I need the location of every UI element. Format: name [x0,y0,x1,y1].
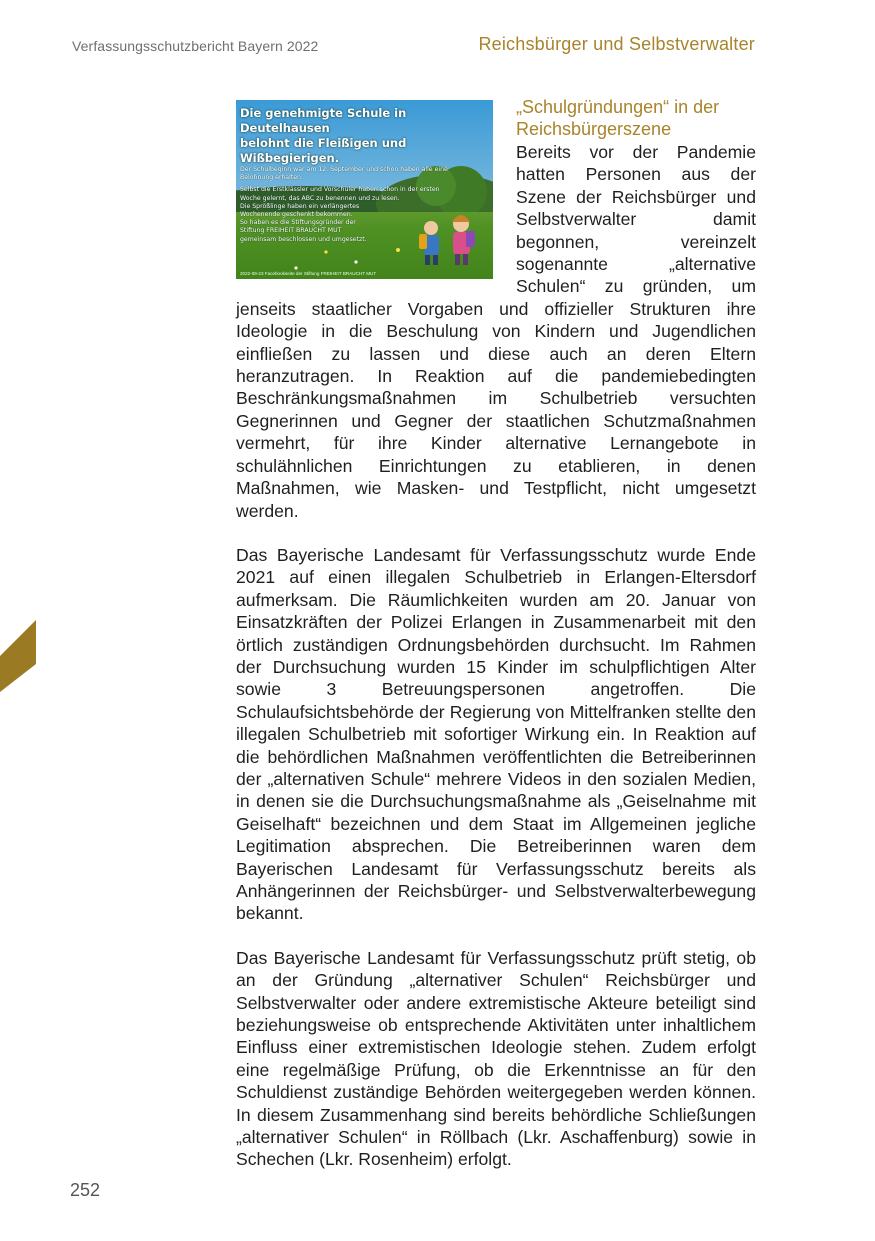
page-number: 252 [70,1180,101,1200]
flyer-line: Woche gelernt, das ABC zu benennen und zu lesen. [240,194,400,202]
flyer-headline-2: belohnt die Fleißigen und Wißbegierigen. [240,136,407,165]
flyer-caption: 2022-09-23 Facebookseite der Stiftung FREIHEIT BRAUCHT MUT [240,271,377,276]
paragraph-2: Das Bayerische Landesamt für Verfassungsschutz wurde Ende 2021 auf einen illegalen Schulbetrieb in Erlangen-Eltersdorf aufmerksam. Die Räumlichkeiten wurden am 20. Januar von Einsatzkräften der Polizei Erlangen in Zusammenarbeit mit den örtlich zuständigen Ordnungsbehörden durchsucht. Im Rahmen der Durchsuchung wurden 15 Kinder im schulpflichtigen Alter sowie 3 Betreuungspersonen angetroffen. Die Schulaufsichtsbehörde der Regierung von Mittelfranken stellte den illegalen Schulbetrieb mit sofortiger Wirkung ein. In Reaktion auf die behördlichen Maßnahmen veröffentlichten die Betreiberinnen der „alternativen Schule“ mehrere Videos in den sozialen Medien, in denen sie die Durchsuchungsmaßnahme als „Geiselnahme mit Geiselhaft“ bezeichnen und dem Staat im Allgemeinen jegliche Legitimation absprechen. Die Betreiberinnen waren dem Bayerischen Landesamt für Verfassungsschutz bereits als Anhängerinnen der Reichsbürger- und Selbstverwalterbewegung bekannt. [236,544,756,924]
section-heading: „Schulgründungen“ in der Reichsbürgerszene [516,97,720,139]
flyer-line: Stiftung FREIHEIT BRAUCHT MUT [240,227,342,235]
flyer-line: Wochenende geschenkt bekommen. [240,211,353,219]
flyer-line: Der Schulbeginn war am 12. September und schon haben alle eine [240,166,448,173]
flyer-line: Belohnung erhalten. [240,174,303,182]
running-header-left: Verfassungsschutzbericht Bayern 2022 [72,38,319,54]
paragraph-1: Bereits vor der Pandemie hatten Personen aus der Szene der Reichsbürger und Selbstverwalter damit begonnen, vereinzelt sogenannte „alternative Schulen“ zu gründen, um jenseits staatlicher Vorgaben und offizieller Strukturen ihre Ideologie in die Beschulung von Kindern und Jugendlichen einfließen zu lassen und diese auch an deren Eltern heranzutragen. In Reaktion auf die pandemiebedingten Beschränkungsmaßnahmen im Schulbetrieb versuchten Gegnerinnen und Gegner der staatlichen Schutzmaßnahmen vermehrt, für ihre Kinder alternative Lernangebote in schulähnlichen Einrichtungen zu etablieren, in denen Maßnahmen, wie Masken- und Testpflicht, nicht umgesetzt werden. [236,142,756,521]
flyer-line: Selbst die Erstklässler und Vorschüler haben schon in der ersten [240,186,440,194]
chapter-tab-marker [0,620,36,692]
flyer-line: Die Sprößlinge haben ein verlängertes [240,202,360,210]
flyer-line: gemeinsam beschlossen und umgesetzt. [240,235,367,243]
school-flyer-image [236,100,493,279]
flyer-text [240,106,490,244]
running-header-right: Reichsbürger und Selbstverwalter [478,34,755,54]
flyer-headline-1: Die genehmigte Schule in Deutelhausen [240,106,407,135]
paragraph-3: Das Bayerische Landesamt für Verfassungsschutz prüft stetig, ob an der Gründung „alternativer Schulen“ Reichsbürger und Selbstverwalter oder andere extremistische Akteure beteiligt sind beziehungsweise ob entsprechende Aktivitäten unter inhaltlichem Einfluss einer extremistischen Ideologie stehen. Zudem erfolgt eine regelmäßige Prüfung, ob die Erkenntnisse an für den Schuldienst zuständige Behörden weitergegeben werden können. In diesem Zusammenhang sind bereits behördliche Schließungen „alternativer Schulen“ in Röllbach (Lkr. Aschaffenburg) sowie in Schechen (Lkr. Rosenheim) erfolgt. [236,947,756,1170]
main-content [236,96,756,1171]
flyer-line: So haben es die Stiftungsgründer der [240,219,356,227]
